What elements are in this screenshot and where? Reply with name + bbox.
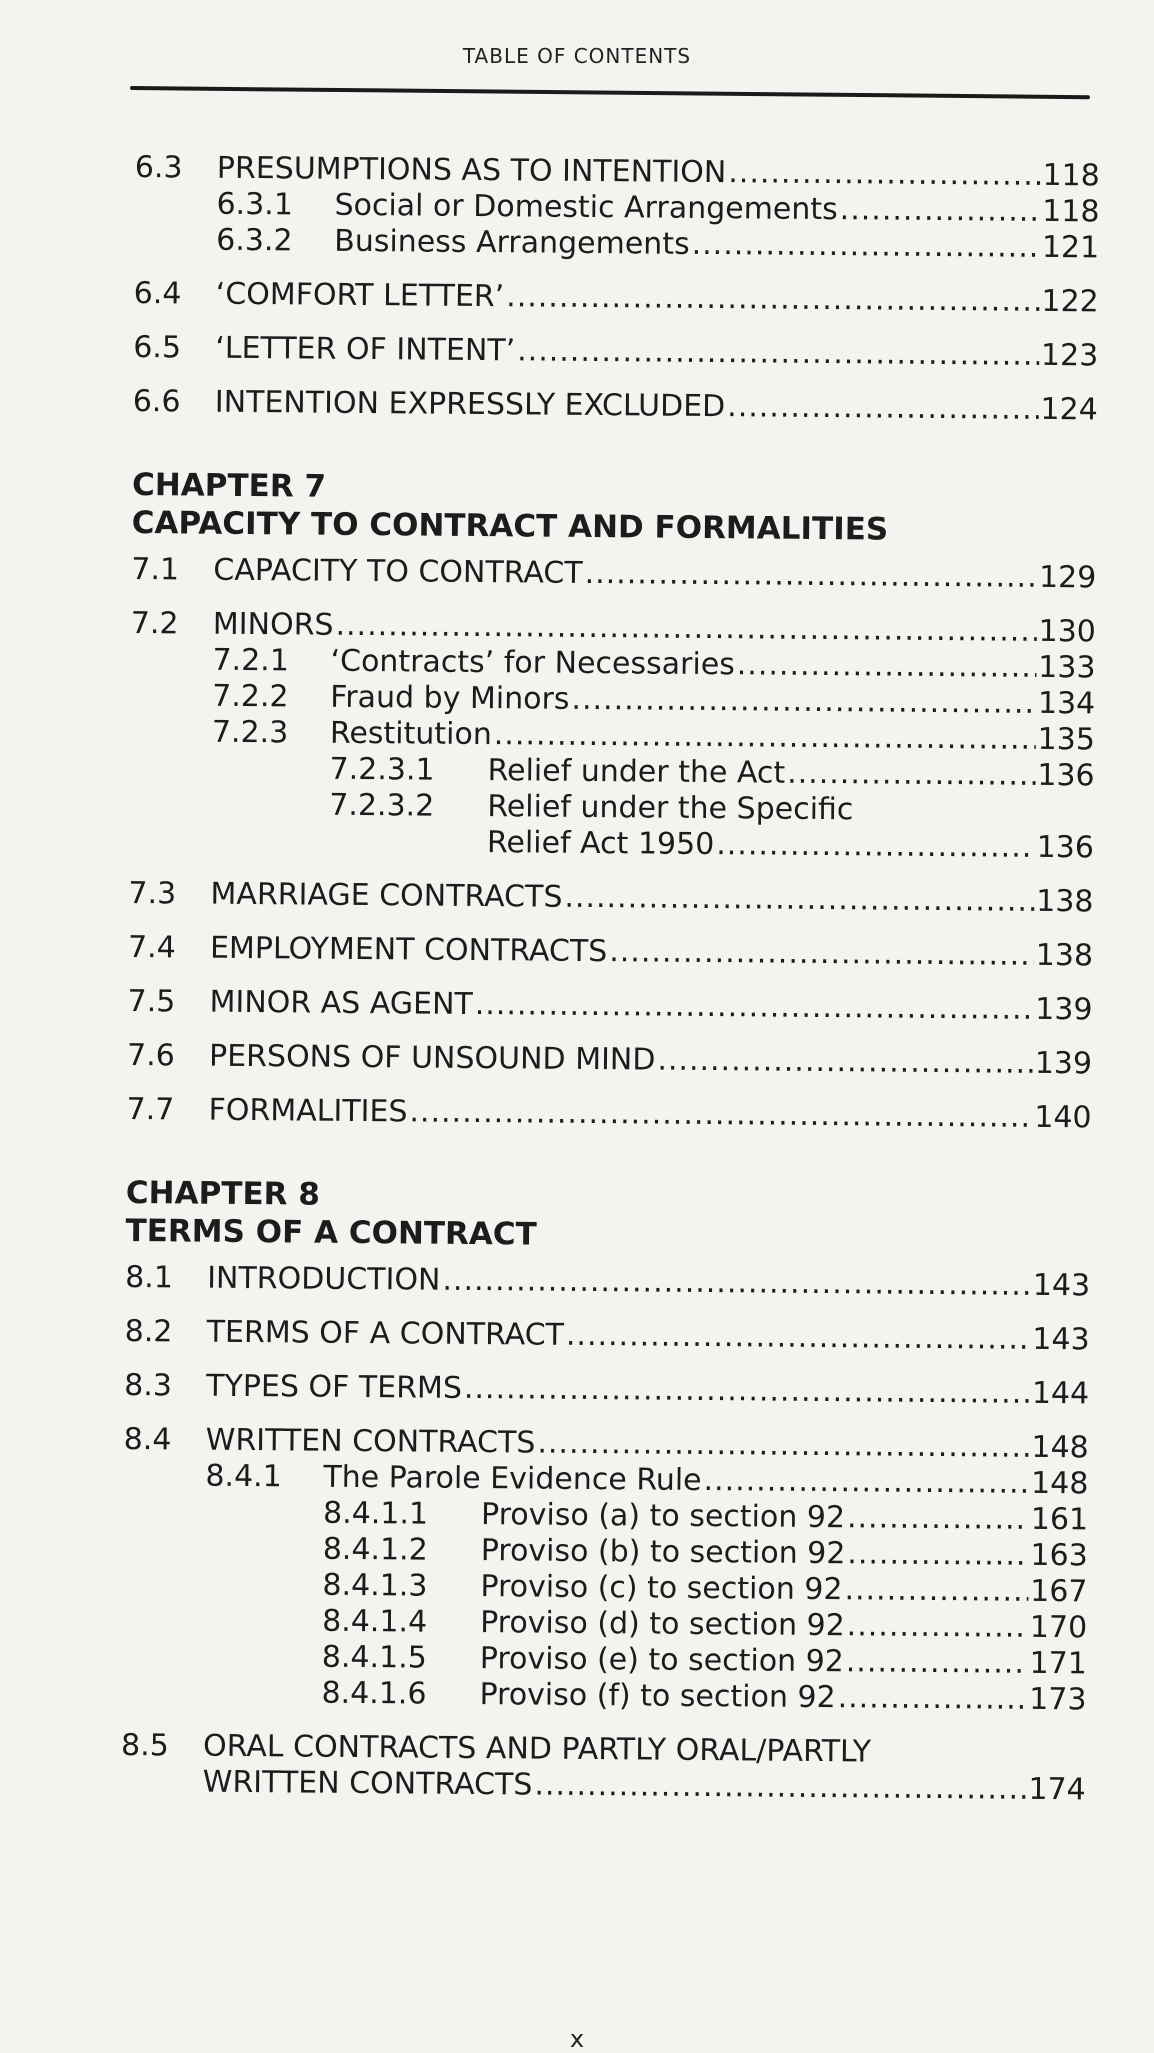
section-number: 7.1	[131, 551, 180, 588]
section-number: 8.5	[120, 1727, 169, 1764]
page-reference: 135	[1037, 721, 1096, 758]
page-reference: 171	[1029, 1645, 1087, 1682]
section-title: Relief under the Specific	[487, 789, 854, 828]
section-title: MINORS	[212, 606, 334, 643]
dot-leader	[534, 1768, 1026, 1808]
dot-leader	[584, 556, 1037, 596]
section-title: Proviso (b) to section 92	[480, 1533, 846, 1572]
section-title: Relief under the Act	[487, 753, 786, 791]
section-number: 8.4.1.2	[322, 1531, 428, 1568]
dot-leader	[703, 1463, 1029, 1502]
section-number: 8.4.1.4	[322, 1603, 428, 1640]
dot-leader	[737, 647, 1037, 686]
dot-leader	[537, 1426, 1029, 1466]
section-title: ‘LETTER OF INTENT’	[215, 330, 516, 369]
dot-leader	[844, 1572, 1028, 1610]
section-title: Proviso (d) to section 92	[480, 1605, 845, 1644]
chapter-title: CAPACITY TO CONTRACT AND FORMALITIES	[131, 504, 889, 548]
dot-leader	[787, 756, 1035, 794]
page-reference: 122	[1041, 283, 1099, 320]
page-reference: 148	[1031, 1429, 1089, 1466]
dot-leader	[847, 1608, 1028, 1646]
page-reference: 161	[1030, 1501, 1089, 1538]
page-reference: 173	[1029, 1681, 1087, 1718]
dot-leader	[728, 155, 1041, 194]
page-reference: 136	[1036, 829, 1095, 866]
page-reference: 133	[1038, 649, 1096, 686]
section-title: The Parole Evidence Rule	[323, 1459, 702, 1498]
section-title: CAPACITY TO CONTRACT	[213, 552, 583, 591]
section-title: ORAL CONTRACTS AND PARTLY ORAL/PARTLY	[202, 1728, 872, 1770]
dot-leader	[609, 934, 1034, 974]
section-title: TERMS OF A CONTRACT	[206, 1314, 565, 1353]
section-number: 7.2	[130, 605, 179, 642]
section-number: 8.4	[123, 1421, 172, 1458]
spacer	[126, 1128, 1091, 1182]
page-reference: 174	[1028, 1771, 1086, 1808]
dot-leader	[517, 333, 1039, 374]
dot-leader	[506, 279, 1040, 320]
section-number: 7.2.2	[212, 678, 289, 715]
section-title-continuation: Relief Act 1950	[486, 825, 715, 863]
section-number: 7.7	[126, 1091, 175, 1128]
chapter-title: TERMS OF A CONTRACT	[125, 1212, 537, 1253]
running-header: TABLE OF CONTENTS	[462, 44, 692, 68]
section-number: 8.4.1.1	[322, 1495, 429, 1532]
section-title: Proviso (e) to section 92	[479, 1641, 845, 1680]
section-title: Fraud by Minors	[330, 679, 570, 717]
section-title: ‘Contracts’ for Necessaries	[330, 643, 736, 683]
page-reference: 143	[1032, 1321, 1090, 1358]
dot-leader	[727, 389, 1039, 428]
page-reference: 118	[1042, 157, 1100, 194]
section-title: Proviso (a) to section 92	[480, 1497, 846, 1536]
page-reference: 130	[1038, 613, 1096, 650]
page-reference: 138	[1036, 883, 1094, 920]
dot-leader	[837, 1680, 1027, 1718]
chapter-heading	[132, 466, 1098, 550]
section-number: 6.5	[133, 329, 182, 366]
section-title: MARRIAGE CONTRACTS	[210, 876, 563, 915]
dot-leader	[692, 227, 1041, 266]
dot-leader	[846, 1644, 1028, 1682]
section-title: TYPES OF TERMS	[206, 1368, 463, 1406]
dot-leader	[464, 1371, 1030, 1412]
table-of-contents	[121, 150, 1100, 1808]
section-number: 7.2.3.2	[329, 787, 435, 824]
page-reference: 139	[1035, 991, 1093, 1028]
section-title: INTENTION EXPRESSLY EXCLUDED	[214, 384, 726, 425]
page-reference: 143	[1032, 1267, 1091, 1304]
section-number: 6.3	[134, 150, 183, 186]
page-reference: 129	[1038, 559, 1097, 596]
page-reference: 139	[1034, 1045, 1093, 1082]
section-number: 7.4	[127, 929, 176, 966]
section-number: 7.2.3.1	[329, 751, 435, 788]
section-number: 8.2	[124, 1313, 173, 1350]
page-reference: 121	[1041, 229, 1100, 266]
page-reference: 134	[1037, 685, 1096, 722]
chapter-heading	[125, 1174, 1091, 1258]
page-number: x	[569, 2025, 585, 2053]
section-number: 7.6	[126, 1037, 175, 1074]
page-reference: 163	[1030, 1537, 1088, 1574]
spacer	[132, 420, 1097, 474]
section-number: 8.4.1	[205, 1458, 282, 1495]
section-title: Proviso (f) to section 92	[479, 1677, 836, 1716]
section-title: Restitution	[329, 715, 493, 753]
section-title: INTRODUCTION	[207, 1260, 441, 1298]
dot-leader	[475, 987, 1034, 1028]
dot-leader	[847, 1536, 1028, 1574]
page-reference: 118	[1042, 193, 1100, 230]
dot-leader	[571, 682, 1036, 722]
dot-leader	[409, 1094, 1032, 1135]
section-number: 6.3.2	[216, 222, 293, 259]
dot-leader	[494, 717, 1036, 758]
section-number: 6.3.1	[216, 186, 294, 223]
section-title: PERSONS OF UNSOUND MIND	[208, 1038, 656, 1078]
page-reference: 140	[1034, 1099, 1092, 1136]
dot-leader	[716, 827, 1035, 866]
section-number: 8.1	[125, 1259, 174, 1296]
section-title: MINOR AS AGENT	[209, 984, 473, 1022]
section-number: 8.4.1.6	[321, 1675, 427, 1712]
section-number: 6.6	[132, 383, 181, 420]
section-title: Business Arrangements	[334, 223, 690, 262]
section-title: WRITTEN CONTRACTS	[205, 1422, 536, 1461]
section-title: EMPLOYMENT CONTRACTS	[209, 930, 608, 970]
section-title: ‘COMFORT LETTER’	[215, 276, 505, 315]
toc-entry-continuation[interactable]	[121, 1764, 1086, 1808]
section-number: 7.5	[127, 983, 176, 1020]
dot-leader	[442, 1263, 1031, 1304]
page-reference: 136	[1037, 757, 1095, 794]
dot-leader	[657, 1043, 1033, 1082]
section-number: 6.4	[133, 275, 182, 312]
section-number: 7.2.1	[212, 642, 290, 679]
page-reference: 167	[1030, 1573, 1088, 1610]
section-title: Social or Domestic Arrangements	[334, 187, 838, 228]
chapter-label: CHAPTER 7	[131, 466, 327, 505]
dot-leader	[847, 1500, 1029, 1538]
page-reference: 144	[1031, 1375, 1090, 1412]
section-number: 8.4.1.3	[322, 1567, 428, 1604]
section-title: FORMALITIES	[208, 1092, 408, 1130]
chapter-label: CHAPTER 8	[125, 1174, 321, 1213]
section-number: 8.4.1.5	[321, 1639, 427, 1676]
page-reference: 124	[1040, 391, 1098, 428]
page-reference: 123	[1040, 337, 1099, 374]
section-title: Proviso (c) to section 92	[480, 1569, 843, 1608]
dot-leader	[840, 192, 1041, 230]
page-reference: 138	[1035, 937, 1094, 974]
page-reference: 148	[1030, 1465, 1089, 1502]
section-title-continuation: WRITTEN CONTRACTS	[202, 1764, 533, 1803]
section-number: 8.3	[124, 1367, 173, 1404]
dot-leader	[564, 880, 1034, 920]
header-rule	[130, 86, 1090, 99]
section-number: 7.2.3	[211, 714, 289, 751]
page-reference: 170	[1029, 1609, 1088, 1646]
section-title: PRESUMPTIONS AS TO INTENTION	[216, 150, 727, 191]
dot-leader	[335, 608, 1036, 650]
dot-leader	[566, 1318, 1031, 1358]
section-number: 7.3	[128, 875, 177, 912]
